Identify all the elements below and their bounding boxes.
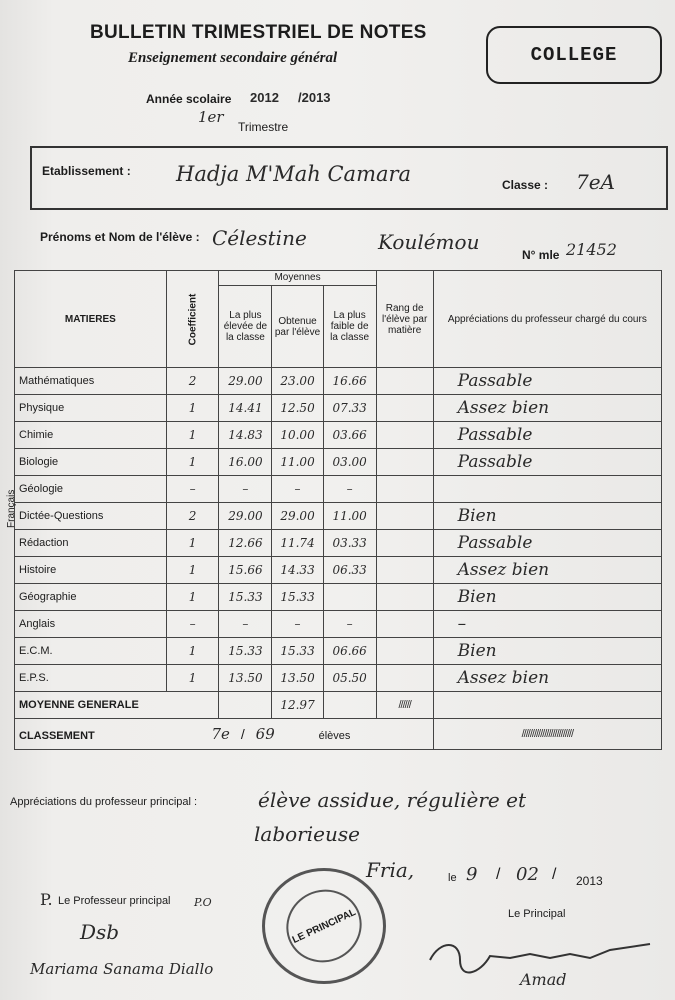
matiere-cell: Histoire	[15, 557, 167, 584]
moyenne-generale-label: MOYENNE GENERALE	[15, 692, 219, 719]
haute-cell: 29.00	[219, 368, 272, 395]
table-header-row	[15, 271, 662, 368]
matiere-cell: Anglais	[15, 611, 167, 638]
header-obtenue: Obtenue par l'élève	[272, 286, 323, 367]
moyenne-generale-empty-1	[219, 692, 272, 719]
francais-group-label: Français	[6, 489, 17, 528]
faible-cell: 03.00	[323, 449, 376, 476]
moyenne-generale-empty-2	[323, 692, 376, 719]
matricule-value: 21452	[566, 240, 617, 259]
faible-cell	[323, 584, 376, 611]
document-subtitle: Enseignement secondaire général	[128, 50, 338, 66]
table-row	[15, 368, 662, 395]
stamp-text: LE PRINCIPAL	[290, 906, 358, 946]
matiere-cell: Physique	[15, 395, 167, 422]
coef-cell: 1	[166, 557, 219, 584]
coef-cell: 1	[166, 530, 219, 557]
faible-cell: –	[323, 476, 376, 503]
rang-cell	[376, 638, 433, 665]
appreciation-cell: Assez bien	[433, 665, 661, 692]
classe-label: Classe :	[502, 178, 549, 192]
rang-cell	[376, 530, 433, 557]
college-badge	[486, 26, 662, 84]
date-annee: 2013	[576, 874, 603, 888]
coef-cell: 1	[166, 584, 219, 611]
table-row	[15, 476, 662, 503]
rang-cell	[376, 449, 433, 476]
obtenue-cell: 13.50	[272, 665, 323, 692]
matiere-cell: Mathématiques	[15, 368, 167, 395]
coef-cell: –	[166, 476, 219, 503]
matiere-cell: Géographie	[15, 584, 167, 611]
header-moyennes-group	[219, 271, 376, 368]
date-lieu: Fria,	[366, 858, 415, 882]
coef-cell: –	[166, 611, 219, 638]
appreciation-pp-line2: laborieuse	[254, 822, 360, 846]
coef-cell: 2	[166, 503, 219, 530]
trimestre-label: Trimestre	[238, 120, 289, 134]
faible-cell: 06.66	[323, 638, 376, 665]
faible-cell: 16.66	[323, 368, 376, 395]
classement-total: 69	[255, 725, 275, 743]
haute-cell: 15.33	[219, 638, 272, 665]
etablissement-value: Hadja M'Mah Camara	[176, 162, 412, 186]
prof-signature: Dsb	[80, 920, 120, 944]
prof-name: Mariama Sanama Diallo	[30, 960, 214, 978]
coef-cell: 1	[166, 665, 219, 692]
obtenue-cell: 23.00	[272, 368, 323, 395]
faible-cell: 05.50	[323, 665, 376, 692]
faible-cell: 03.33	[323, 530, 376, 557]
rang-cell	[376, 476, 433, 503]
moyenne-generale-hatch: //////	[376, 692, 433, 719]
appreciation-cell: Passable	[433, 422, 661, 449]
obtenue-cell: –	[272, 611, 323, 638]
appreciation-cell: Passable	[433, 368, 661, 395]
classement-eleves: élèves	[318, 730, 351, 742]
matiere-cell: Rédaction	[15, 530, 167, 557]
table-row	[15, 422, 662, 449]
matiere-cell: Géologie	[15, 476, 167, 503]
table-row	[15, 530, 662, 557]
faible-cell: 11.00	[323, 503, 376, 530]
rang-cell	[376, 503, 433, 530]
coef-cell: 1	[166, 449, 219, 476]
document-title: BULLETIN TRIMESTRIEL DE NOTES	[90, 22, 427, 43]
matiere-cell: E.C.M.	[15, 638, 167, 665]
obtenue-cell: 11.00	[272, 449, 323, 476]
prof-suffix: P.O	[194, 896, 212, 909]
header-matieres: MATIERES	[15, 271, 167, 368]
coef-cell: 1	[166, 395, 219, 422]
haute-cell: 15.66	[219, 557, 272, 584]
haute-cell: 14.83	[219, 422, 272, 449]
obtenue-cell: 14.33	[272, 557, 323, 584]
rang-cell	[376, 395, 433, 422]
haute-cell: 14.41	[219, 395, 272, 422]
table-row	[15, 395, 662, 422]
appreciation-cell: Assez bien	[433, 395, 661, 422]
eleve-label: Prénoms et Nom de l'élève :	[40, 230, 200, 244]
trimestre-number: 1er	[198, 108, 224, 126]
appreciation-cell: Bien	[433, 584, 661, 611]
header-coefficient-text: Coefficient	[187, 293, 199, 345]
moyenne-generale-row	[15, 692, 662, 719]
prof-prefix: P.	[40, 890, 53, 909]
appreciation-cell: Bien	[433, 638, 661, 665]
annee-start: 2012	[250, 90, 279, 105]
haute-cell: 15.33	[219, 584, 272, 611]
date-sep-2: /	[552, 866, 557, 883]
matricule-label: N° mle	[522, 248, 560, 262]
annee-scolaire-label: Année scolaire	[146, 92, 232, 106]
prof-label: Le Professeur principal	[58, 895, 171, 907]
appreciation-cell	[433, 476, 661, 503]
matiere-cell: Chimie	[15, 422, 167, 449]
principal-signature-icon	[420, 930, 660, 974]
moyenne-generale-empty-3	[433, 692, 661, 719]
classement-row	[15, 719, 662, 750]
obtenue-cell: 15.33	[272, 584, 323, 611]
eleve-nom: Koulémou	[378, 230, 480, 254]
obtenue-cell: 29.00	[272, 503, 323, 530]
matiere-cell: Biologie	[15, 449, 167, 476]
table-row	[15, 638, 662, 665]
obtenue-cell: 10.00	[272, 422, 323, 449]
table-row	[15, 584, 662, 611]
classement-sep: /	[240, 726, 245, 742]
principal-name: Amad	[520, 970, 567, 989]
rang-cell	[376, 665, 433, 692]
header-plus-faible: La plus faible de la classe	[330, 310, 370, 343]
etablissement-label: Etablissement :	[42, 164, 131, 178]
moyenne-generale-value: 12.97	[272, 692, 323, 719]
table-row	[15, 503, 662, 530]
obtenue-cell: 12.50	[272, 395, 323, 422]
date-jour: 9	[466, 864, 478, 885]
classe-value: 7eA	[576, 170, 616, 194]
faible-cell: 07.33	[323, 395, 376, 422]
classement-cell	[15, 719, 434, 750]
classement-hatch: /////////////////////////	[433, 719, 661, 750]
header-appreciations: Appréciations du professeur chargé du cours	[433, 271, 661, 368]
appreciation-cell: Assez bien	[433, 557, 661, 584]
appreciation-cell: Passable	[433, 449, 661, 476]
coef-cell: 1	[166, 638, 219, 665]
header-coefficient	[166, 271, 219, 368]
table-row	[15, 449, 662, 476]
college-badge-text: COLLEGE	[530, 44, 618, 66]
haute-cell: 13.50	[219, 665, 272, 692]
rang-cell	[376, 422, 433, 449]
date-le: le	[448, 872, 457, 884]
annee-end: /2013	[298, 90, 331, 105]
date-sep-1: /	[496, 866, 501, 883]
classement-label: CLASSEMENT	[19, 730, 95, 742]
faible-cell: 03.66	[323, 422, 376, 449]
appreciation-cell: –	[433, 611, 661, 638]
table-row	[15, 557, 662, 584]
rang-cell	[376, 584, 433, 611]
header-moyennes: Moyennes	[219, 271, 375, 286]
appreciation-pp-label: Appréciations du professeur principal :	[10, 796, 198, 808]
table-row	[15, 611, 662, 638]
haute-cell: –	[219, 611, 272, 638]
eleve-prenom: Célestine	[212, 226, 307, 250]
header-rang: Rang de l'élève par matière	[376, 271, 433, 368]
header-plus-elevee: La plus élevée de la classe	[219, 286, 272, 367]
matiere-cell: E.P.S.	[15, 665, 167, 692]
rang-cell	[376, 611, 433, 638]
faible-cell: –	[323, 611, 376, 638]
faible-cell: 06.33	[323, 557, 376, 584]
table-row	[15, 665, 662, 692]
rang-cell	[376, 368, 433, 395]
rang-cell	[376, 557, 433, 584]
haute-cell: 12.66	[219, 530, 272, 557]
haute-cell: –	[219, 476, 272, 503]
grades-table	[14, 270, 662, 750]
classement-rang: 7e	[211, 725, 230, 743]
haute-cell: 16.00	[219, 449, 272, 476]
date-mois: 02	[516, 864, 539, 885]
obtenue-cell: –	[272, 476, 323, 503]
appreciation-cell: Bien	[433, 503, 661, 530]
appreciation-pp-line1: élève assidue, régulière et	[258, 788, 526, 812]
obtenue-cell: 15.33	[272, 638, 323, 665]
principal-label: Le Principal	[508, 908, 566, 920]
haute-cell: 29.00	[219, 503, 272, 530]
appreciation-cell: Passable	[433, 530, 661, 557]
official-stamp	[262, 868, 386, 984]
matiere-cell: Dictée-Questions	[15, 503, 167, 530]
coef-cell: 1	[166, 422, 219, 449]
obtenue-cell: 11.74	[272, 530, 323, 557]
coef-cell: 2	[166, 368, 219, 395]
